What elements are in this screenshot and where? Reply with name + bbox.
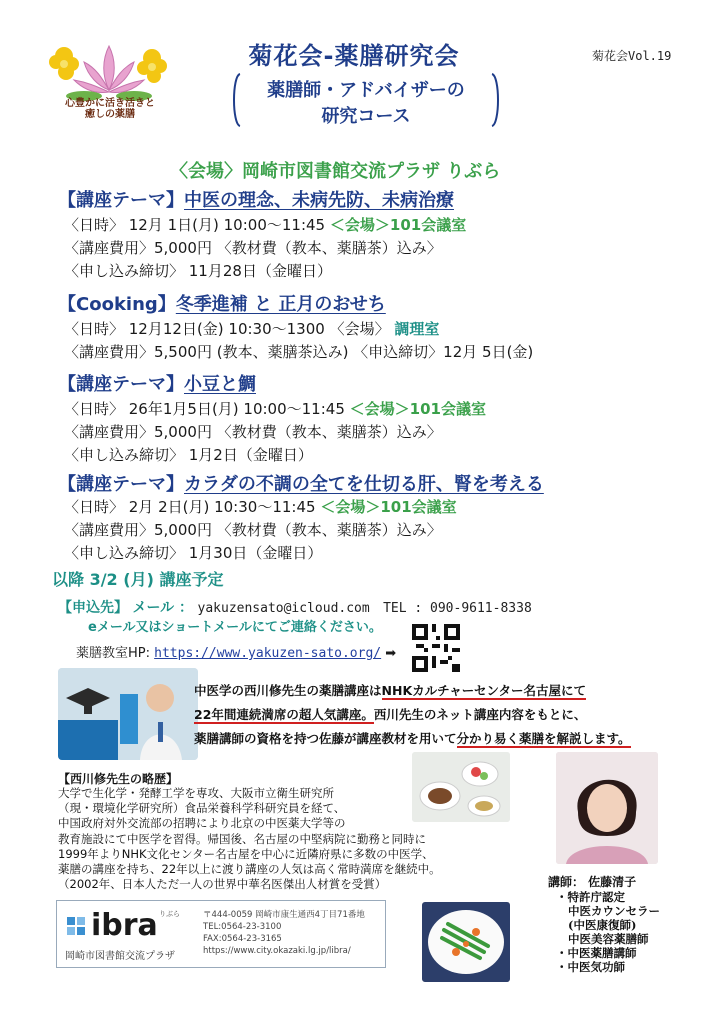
page-title: 菊花会-薬膳研究会 <box>248 42 460 70</box>
session-3-fee: 〈講座費用〉5,000円 〈教材費（教本、薬膳茶）込み〉 <box>64 423 442 441</box>
profile-line: 教育施設にて中医学を習得。帰国後、名古屋の中堅病院に勤務と同時に <box>58 831 426 846</box>
instructor-credentials <box>556 890 660 974</box>
session-3-date: 〈日時〉 26年1月5日(月) 10:00～11:45 <box>64 400 345 418</box>
session-4-deadline: 〈申し込み締切〉 1月30日（金曜日） <box>64 544 323 562</box>
profile-line: 大学で生化学・発酵工学を専攻、大阪市立衛生研究所 <box>58 786 334 800</box>
profile-line: 薬膳の講座を持ち、22年以上に渡り講座の人気は高く常時満席を継続中。 <box>58 862 441 877</box>
session-1-name: 中医の理念、未病先防、未病治療 <box>184 190 454 211</box>
session-1-date-line <box>64 214 466 235</box>
profile-line: （現・環境化学研究所）食品栄養科学科研究員を経て、 <box>58 801 346 816</box>
lecture-line3b: 分かり易く薬膳 <box>456 731 545 746</box>
lecture-line3 <box>194 729 631 747</box>
profile-line: 1999年よりNHK文化センター名古屋を中心に近隣府県に多数の中医学、 <box>58 846 434 861</box>
session-3-place: ＜会場＞101会議室 <box>349 400 486 418</box>
mail-label: メール ： <box>132 600 194 616</box>
session-2-date: 〈日時〉 12月12日(金) 10:30～1300 〈会場〉 <box>64 320 390 338</box>
library-fax: FAX:0564-23-3165 <box>203 934 282 944</box>
credential-item: ・中医気功師 <box>556 960 625 974</box>
instructor-portrait <box>556 752 658 864</box>
lecture-line1b: NHKカルチャーセンター名古屋にて <box>381 683 587 698</box>
session-3-date-line <box>64 398 486 419</box>
upcoming-note: 以降 3/2 (月) 講座予定 <box>52 570 224 589</box>
homepage-line <box>76 642 396 661</box>
hp-label: 薬膳教室HP: <box>76 646 150 661</box>
session-4-place: ＜会場＞101会議室 <box>320 498 457 516</box>
library-card <box>56 900 386 968</box>
lecture-photo <box>58 668 198 760</box>
library-address: 〒444-0059 岡崎市康生通西4丁目71番地 <box>203 910 365 920</box>
session-2-place: 調理室 <box>394 320 440 338</box>
library-url[interactable]: https://www.city.okazaki.lg.jp/libra/ <box>203 946 351 956</box>
session-4-name: カラダの不調の全てを仕切る肝、腎を考える <box>184 474 544 495</box>
credential-item: ・特許庁認定 <box>556 890 625 904</box>
food-photo-2 <box>422 902 510 982</box>
venue-heading: 〈会場〉岡崎市図書館交流プラザ りぶら <box>170 161 501 182</box>
apply-label: 【申込先】 <box>58 600 128 616</box>
logo-caption-line2: 癒しの薬膳 <box>85 109 135 120</box>
arrow-right-icon: ➡ <box>385 646 397 661</box>
hp-link[interactable]: https://www.yakuzen-sato.org/ <box>154 646 382 661</box>
session-2-date-line <box>64 318 439 339</box>
session-1-fee: 〈講座費用〉5,000円 〈教材費（教本、薬膳茶）込み〉 <box>64 239 442 257</box>
session-4-date: 〈日時〉 2月 2日(月) 10:30～11:45 <box>64 498 316 516</box>
subtitle-line1: 薬膳師・アドバイザーの <box>267 80 465 101</box>
library-logo-kana: りぶら <box>159 910 180 918</box>
session-3-title <box>58 370 256 396</box>
credential-item: ・中医薬膳講師 <box>556 946 637 960</box>
apply-line <box>58 597 532 617</box>
profile-body <box>58 786 512 892</box>
volume-label: 菊花会Vol.19 <box>592 49 672 63</box>
lecture-line3c: を解説します。 <box>544 731 631 746</box>
session-3-name: 小豆と鯛 <box>184 374 256 395</box>
session-4-date-line <box>64 496 457 517</box>
lecture-line2 <box>194 705 586 723</box>
credential-item: 中医カウンセラー <box>568 904 660 918</box>
session-4-fee: 〈講座費用〉5,000円 〈教材費（教本、薬膳茶）込み〉 <box>64 521 442 539</box>
session-3-label: 【講座テーマ】 <box>58 374 184 395</box>
lecture-line1a: 中医学の西川修先生の薬膳講座は <box>194 683 382 698</box>
library-logo <box>67 909 191 945</box>
email-link[interactable]: yakuzensato@icloud.com <box>197 601 370 616</box>
credential-item: (中医康復師) <box>568 918 637 932</box>
profile-line: （2002年、日本人ただ一人の世界中華名医傑出人材賞を受賞） <box>58 877 387 892</box>
session-1-place: ＜会場＞101会議室 <box>329 216 467 234</box>
session-4-label: 【講座テーマ】 <box>58 474 184 495</box>
session-4-title <box>58 470 544 496</box>
lecture-line2b: 西川先生のネット講座内容をもとに、 <box>373 707 587 722</box>
instructor-name: 講師： 佐藤清子 <box>548 875 637 889</box>
session-2-label: 【Cooking】 <box>58 294 176 315</box>
profile-title: 【西川修先生の略歴】 <box>58 772 179 786</box>
profile-line: 中国政府対外交流部の招聘により北京の中医薬大学等の <box>58 816 346 831</box>
lecture-line3a: 薬膳講師の資格を持つ佐藤が講座教材を用いて <box>194 731 457 746</box>
session-1-deadline: 〈申し込み締切〉 11月28日（金曜日） <box>64 262 332 280</box>
session-2-name: 冬季進補 と 正月のおせち <box>175 294 386 315</box>
lecture-line2a: 22年間連続満席の超人気講座。 <box>194 707 374 722</box>
session-1-date: 〈日時〉 12月 1日(月) 10:00～11:45 <box>64 216 326 234</box>
library-name: 岡崎市図書館交流プラザ <box>65 951 175 962</box>
subtitle-line2: 研究コース <box>321 106 411 127</box>
library-info <box>203 909 365 957</box>
session-1-title <box>58 186 454 212</box>
qr-code[interactable] <box>412 624 460 672</box>
session-1-label: 【講座テーマ】 <box>58 190 184 211</box>
library-tel: TEL:0564-23-3100 <box>203 922 282 932</box>
lecture-line1 <box>194 681 586 699</box>
session-2-title <box>58 290 386 316</box>
credential-item: 中医美容薬膳師 <box>568 932 649 946</box>
tel-number[interactable]: TEL : 090-9611-8338 <box>383 601 532 616</box>
session-3-deadline: 〈申し込み締切〉 1月2日（金曜日） <box>64 446 313 464</box>
library-logo-text: ibra <box>91 908 158 943</box>
logo-caption <box>48 98 172 120</box>
session-2-fee: 〈講座費用〉5,500円 (教本、薬膳茶込み) 〈申込締切〉12月 5日(金) <box>64 343 534 361</box>
logo-caption-line1: 心豊かに活き活きと <box>65 98 155 109</box>
contact-note: eメール又はショートメールにてご連絡ください。 <box>88 620 382 635</box>
